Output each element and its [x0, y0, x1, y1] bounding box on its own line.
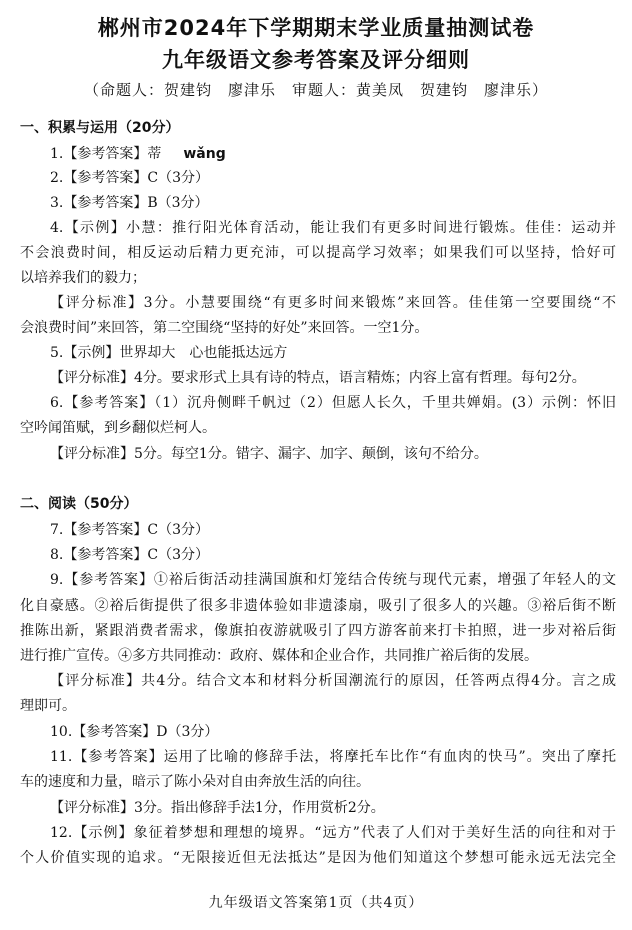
- q4-score-line-2: 会浪费时间”来回答，第二空围绕“坚持的好处”来回答。一空1分。: [20, 320, 429, 336]
- q11-score: 【评分标准】3分。指出修辞手法1分，作用赏析2分。: [50, 800, 385, 816]
- q10-answer: 10.【参考答案】D（3分）: [50, 724, 219, 740]
- q4-line-1: 4.【示例】小慧：推行阳光体育活动，能让我们有更多时间进行锻炼。佳佳：运动并: [50, 220, 616, 236]
- q12-line-2: 个人价值实现的追求。“无限接近但无法抵达”是因为他们知道这个梦想可能永远无法完全: [20, 850, 616, 866]
- q4-line-3: 以培养我们的毅力；: [20, 270, 146, 286]
- q11-line-1: 11.【参考答案】运用了比喻的修辞手法，将摩托车比作“有血肉的快马”。突出了摩托: [50, 749, 616, 765]
- q9-line-4: 进行推广宣传。④多方共同推动：政府、媒体和企业合作，共同推广裕后街的发展。: [20, 648, 538, 664]
- q6-line-2: 空吟闻笛赋，到乡翻似烂柯人。: [20, 420, 216, 436]
- q11-line-2: 车的速度和力量，暗示了陈小朵对自由奔放生活的向往。: [20, 774, 370, 790]
- authors-line: （命题人：贺建钧 廖津乐 审题人：黄美凤 贺建钧 廖津乐）: [83, 81, 548, 99]
- q4-score-line-1: 【评分标准】3分。小慧要围绕“有更多时间来锻炼”来回答。佳佳第一空要围绕“不: [50, 295, 616, 311]
- q6-score: 【评分标准】5分。每空1分。错字、漏字、加字、颠倒，该句不给分。: [50, 446, 488, 462]
- q9-score-line-1: 【评分标准】共4分。结合文本和材料分析国潮流行的原因，任答两点得4分。言之成: [50, 673, 616, 689]
- page-footer: 九年级语文答案第1页（共4页）: [208, 895, 424, 911]
- doc-title-line2: 九年级语文参考答案及评分细则: [162, 48, 470, 72]
- q4-line-2: 不会浪费时间，相反运动后精力更充沛，可以提高学习效率；如果我们可以坚持，恰好可: [20, 245, 616, 261]
- q9-line-1: 9.【参考答案】①裕后街活动挂满国旗和灯笼结合传统与现代元素，增强了年轻人的文: [50, 572, 616, 588]
- q6-line-1: 6.【参考答案】（1）沉舟侧畔千帆过（2）但愿人长久，千里共婵娟。(3）示例：怀旧: [50, 395, 616, 411]
- q9-score-line-2: 理即可。: [20, 698, 76, 714]
- q2-answer: 2.【参考答案】C（3分）: [50, 170, 209, 186]
- q5-answer: 5.【示例】世界却大 心也能抵达远方: [50, 345, 288, 361]
- doc-title-line1: 郴州市2024年下学期期末学业质量抽测试卷: [97, 16, 535, 40]
- q7-answer: 7.【参考答案】C（3分）: [50, 522, 209, 538]
- q9-line-2: 化自豪感。②裕后街提供了很多非遗体验如非遗漆扇，吸引了很多人的兴趣。③裕后街不断: [20, 598, 616, 614]
- q1-answer: [50, 144, 226, 164]
- q9-line-3: 推陈出新，紧跟消费者需求，像旗拍夜游就吸引了四方游客前来打卡拍照，进一步对裕后街: [20, 623, 616, 639]
- q1-pinyin: wǎng: [183, 146, 226, 162]
- q12-line-1: 12.【示例】象征着梦想和理想的境界。“远方”代表了人们对于美好生活的向往和对于: [50, 825, 616, 841]
- q1-text: 1.【参考答案】蒂: [50, 146, 162, 162]
- section1-heading: 一、积累与运用（20分）: [20, 120, 180, 136]
- section2-heading: 二、阅读（50分）: [20, 496, 138, 512]
- q5-score: 【评分标准】4分。要求形式上具有诗的特点，语言精炼；内容上富有哲理。每句2分。: [50, 370, 586, 386]
- q8-answer: 8.【参考答案】C（3分）: [50, 547, 209, 563]
- q3-answer: 3.【参考答案】B（3分）: [50, 195, 209, 211]
